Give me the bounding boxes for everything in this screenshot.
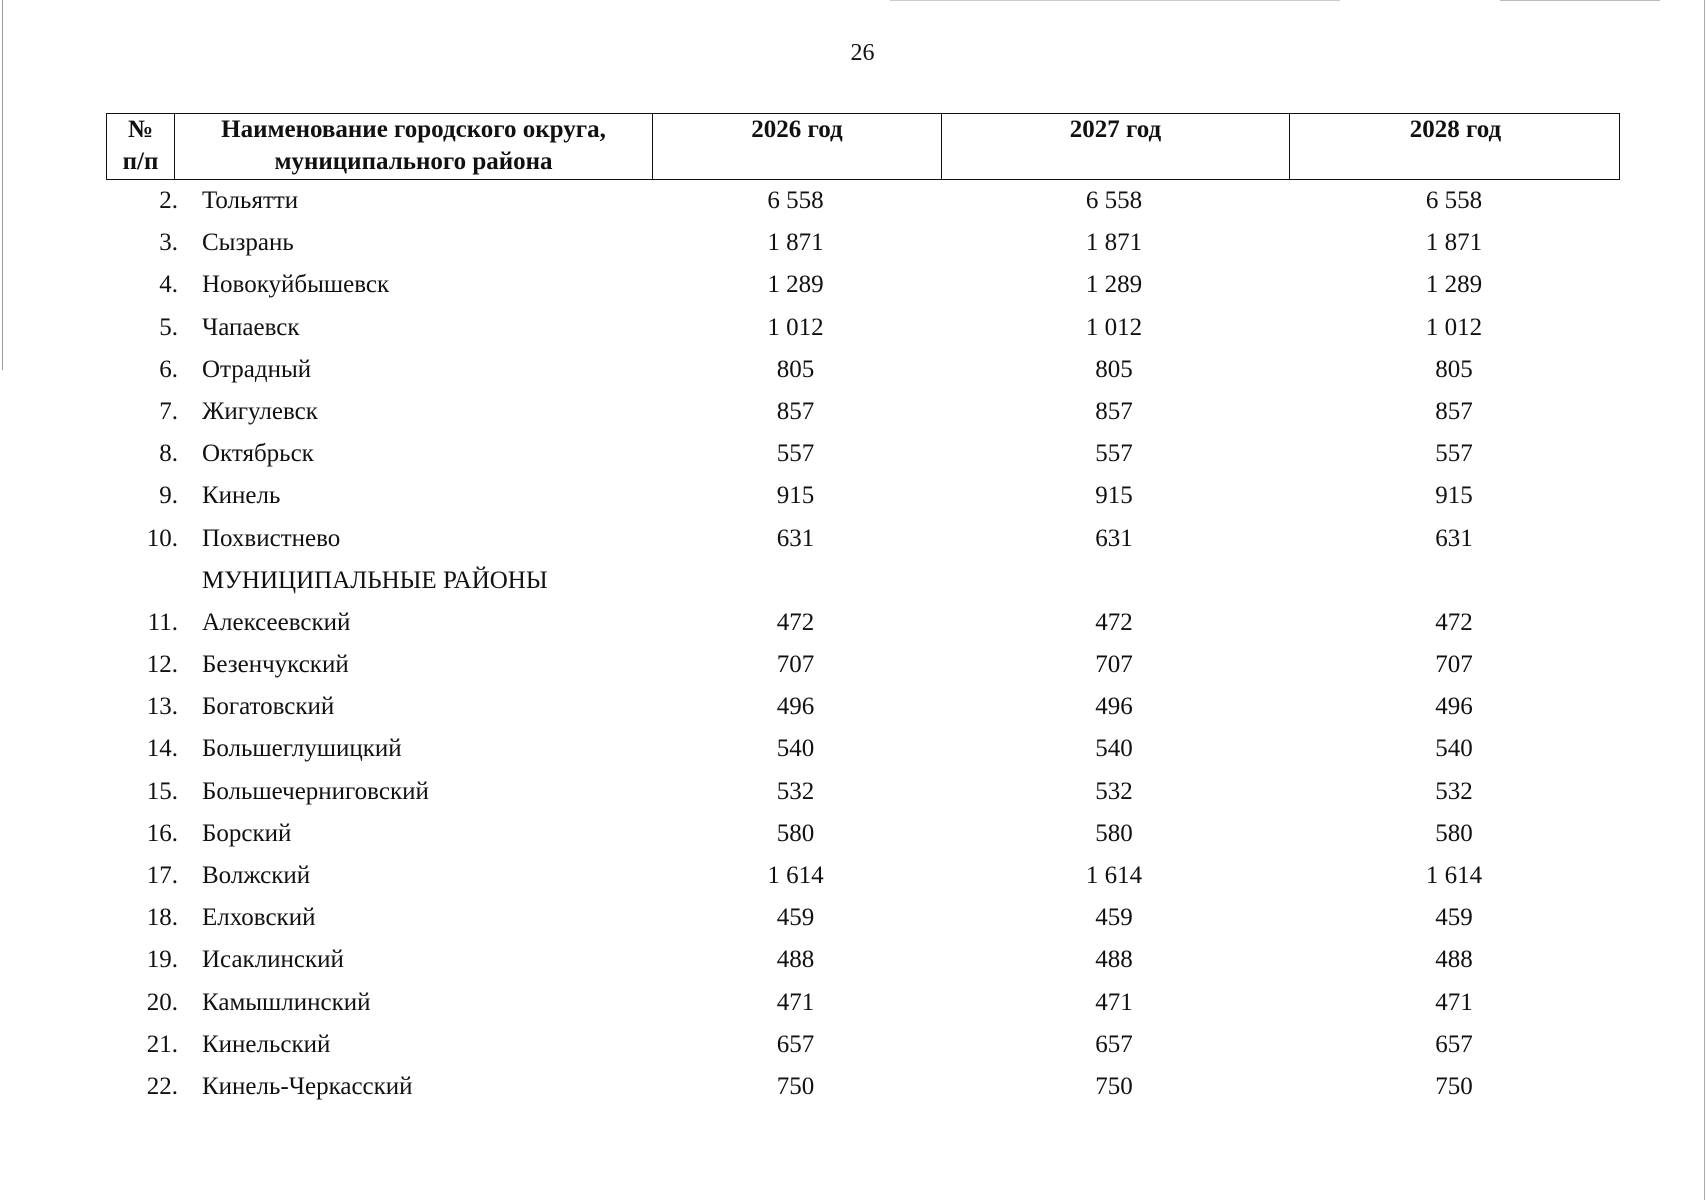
row-value-2026: 488 (776, 946, 815, 974)
row-value-2026: 1 871 (767, 229, 824, 257)
table-row (106, 180, 1620, 222)
row-value-2028: 1 614 (1425, 862, 1483, 889)
row-value-2027: 459 (1095, 904, 1133, 932)
table-row (106, 222, 1620, 264)
header-name-line1: Наименование городского округа, (221, 116, 606, 143)
row-number: 13. (146, 693, 178, 721)
row-number: 14. (146, 735, 178, 763)
row-value-2027: 1 614 (1085, 862, 1143, 889)
row-value-2028: 6 558 (1425, 187, 1483, 214)
row-name: Отрадный (202, 355, 312, 383)
row-value-2028: 915 (1435, 482, 1473, 510)
row-value-2026: 1 289 (767, 271, 824, 299)
row-number: 15. (146, 777, 178, 805)
row-value-2028: 750 (1435, 1072, 1473, 1100)
row-value-2026: 496 (776, 693, 815, 721)
section-heading-row (106, 560, 1620, 602)
row-number: 5. (159, 313, 178, 341)
row-name: Кинельский (202, 1030, 331, 1058)
row-value-2028: 857 (1435, 397, 1473, 425)
table-row (106, 1066, 1620, 1108)
table-body (106, 180, 1620, 1108)
table-row (106, 855, 1620, 897)
row-value-2027: 6 558 (1085, 187, 1143, 214)
row-value-2027: 805 (1095, 355, 1133, 383)
row-value-2028: 1 012 (1425, 313, 1483, 341)
table-row (106, 771, 1620, 813)
row-number: 3. (159, 229, 178, 257)
row-number: 21. (146, 1030, 178, 1058)
row-name: Богатовский (202, 693, 335, 721)
scan-edge-line (1500, 0, 1660, 1)
row-number: 8. (159, 440, 178, 468)
row-number: 16. (146, 819, 178, 847)
header-2026-label: 2026 год (751, 116, 843, 143)
row-value-2026: 750 (776, 1072, 815, 1100)
row-value-2027: 540 (1095, 735, 1133, 763)
row-number: 9. (159, 482, 178, 510)
header-2028-column (1289, 114, 1621, 179)
table-row (106, 813, 1620, 855)
scan-edge-line (890, 0, 1340, 1)
row-value-2028: 707 (1435, 651, 1473, 679)
row-name: Жигулевск (202, 397, 318, 425)
row-number: 7. (159, 397, 178, 425)
row-value-2028: 1 289 (1425, 271, 1483, 299)
row-number: 19. (146, 946, 178, 974)
row-value-2027: 471 (1095, 988, 1133, 1016)
row-value-2028: 580 (1435, 819, 1473, 847)
row-value-2028: 1 871 (1425, 229, 1483, 257)
header-number-label: № (127, 116, 154, 143)
row-value-2026: 471 (776, 988, 815, 1016)
row-name: Волжский (202, 862, 311, 889)
table-row (106, 264, 1620, 306)
table-row (106, 982, 1620, 1024)
row-name: Чапаевск (202, 313, 300, 341)
row-name: Сызрань (202, 229, 294, 257)
row-value-2026: 857 (776, 397, 815, 425)
row-name: Камышлинский (202, 988, 371, 1016)
row-value-2027: 707 (1095, 651, 1133, 679)
row-value-2028: 472 (1435, 608, 1473, 636)
row-value-2026: 631 (776, 524, 815, 552)
row-value-2027: 1 012 (1085, 313, 1143, 341)
table-row (106, 307, 1620, 349)
table-row (106, 518, 1620, 560)
row-name: Исаклинский (202, 946, 344, 974)
row-value-2027: 472 (1095, 608, 1133, 636)
row-value-2028: 459 (1435, 904, 1473, 932)
table-row (106, 939, 1620, 981)
row-value-2026: 707 (776, 651, 815, 679)
row-value-2026: 472 (776, 608, 815, 636)
table-row (106, 602, 1620, 644)
row-value-2026: 805 (776, 355, 815, 383)
row-name: Тольятти (202, 187, 299, 214)
table-row (106, 1024, 1620, 1066)
row-number: 2. (159, 187, 178, 214)
row-value-2026: 557 (776, 440, 815, 468)
row-value-2027: 1 871 (1085, 229, 1143, 257)
table-row (106, 686, 1620, 728)
scan-edge-right (1704, 0, 1705, 1200)
row-name: Большечерниговский (202, 777, 429, 805)
table-row (106, 433, 1620, 475)
header-number-sublabel: п/п (122, 148, 159, 175)
row-value-2026: 6 558 (767, 187, 824, 214)
page-number: 26 (850, 40, 875, 66)
row-number: 18. (146, 904, 178, 932)
row-value-2028: 657 (1435, 1030, 1473, 1058)
row-name: Кинель-Черкасский (202, 1072, 413, 1100)
row-value-2027: 580 (1095, 819, 1133, 847)
header-2026-column (652, 114, 941, 179)
row-value-2026: 657 (776, 1030, 815, 1058)
row-value-2028: 488 (1435, 946, 1473, 974)
row-name: Борский (202, 819, 292, 847)
header-name-line2: муниципального района (274, 148, 553, 175)
row-number: 22. (146, 1072, 178, 1100)
row-number: 12. (146, 651, 178, 679)
table-row (106, 391, 1620, 433)
row-value-2027: 496 (1095, 693, 1133, 721)
table-header (106, 113, 1620, 180)
row-value-2028: 557 (1435, 440, 1473, 468)
table-row (106, 897, 1620, 939)
row-value-2027: 557 (1095, 440, 1133, 468)
row-value-2028: 631 (1435, 524, 1473, 552)
row-value-2026: 540 (776, 735, 815, 763)
row-name: МУНИЦИПАЛЬНЫЕ РАЙОНЫ (202, 566, 548, 594)
row-name: Кинель (202, 482, 281, 510)
row-number: 20. (146, 988, 178, 1016)
row-value-2028: 540 (1435, 735, 1473, 763)
row-name: Новокуйбышевск (202, 271, 390, 299)
row-value-2027: 488 (1095, 946, 1133, 974)
row-value-2028: 805 (1435, 355, 1473, 383)
row-name: Большеглушицкий (202, 735, 402, 763)
row-number: 6. (159, 355, 178, 383)
row-value-2027: 915 (1095, 482, 1133, 510)
row-value-2027: 657 (1095, 1030, 1133, 1058)
row-name: Безенчукский (202, 651, 349, 679)
row-name: Алексеевский (202, 608, 351, 636)
row-name: Октябрьск (202, 440, 314, 468)
row-name: Елховский (202, 904, 316, 932)
row-value-2026: 459 (776, 904, 815, 932)
table-row (106, 644, 1620, 686)
row-value-2026: 580 (776, 819, 815, 847)
row-value-2026: 532 (776, 777, 815, 805)
row-value-2026: 1 614 (767, 862, 824, 889)
row-number: 17. (146, 862, 178, 889)
row-value-2026: 915 (776, 482, 815, 510)
row-number: 11. (147, 608, 178, 636)
row-value-2028: 471 (1435, 988, 1473, 1016)
row-name: Похвистнево (202, 524, 341, 552)
row-number: 4. (159, 271, 178, 299)
table-row (106, 349, 1620, 391)
row-value-2027: 1 289 (1085, 271, 1143, 299)
row-value-2027: 631 (1095, 524, 1133, 552)
row-number: 10. (146, 524, 178, 552)
header-name-column (174, 114, 652, 179)
header-number-column (107, 114, 174, 179)
header-2027-label: 2027 год (1069, 116, 1162, 143)
table-row (106, 728, 1620, 770)
table-row (106, 475, 1620, 517)
row-value-2027: 750 (1095, 1072, 1133, 1100)
row-value-2028: 496 (1435, 693, 1473, 721)
row-value-2027: 532 (1095, 777, 1133, 805)
row-value-2028: 532 (1435, 777, 1473, 805)
header-2027-column (941, 114, 1289, 179)
row-value-2027: 857 (1095, 397, 1133, 425)
row-value-2026: 1 012 (767, 313, 824, 341)
header-2028-label: 2028 год (1409, 116, 1502, 143)
